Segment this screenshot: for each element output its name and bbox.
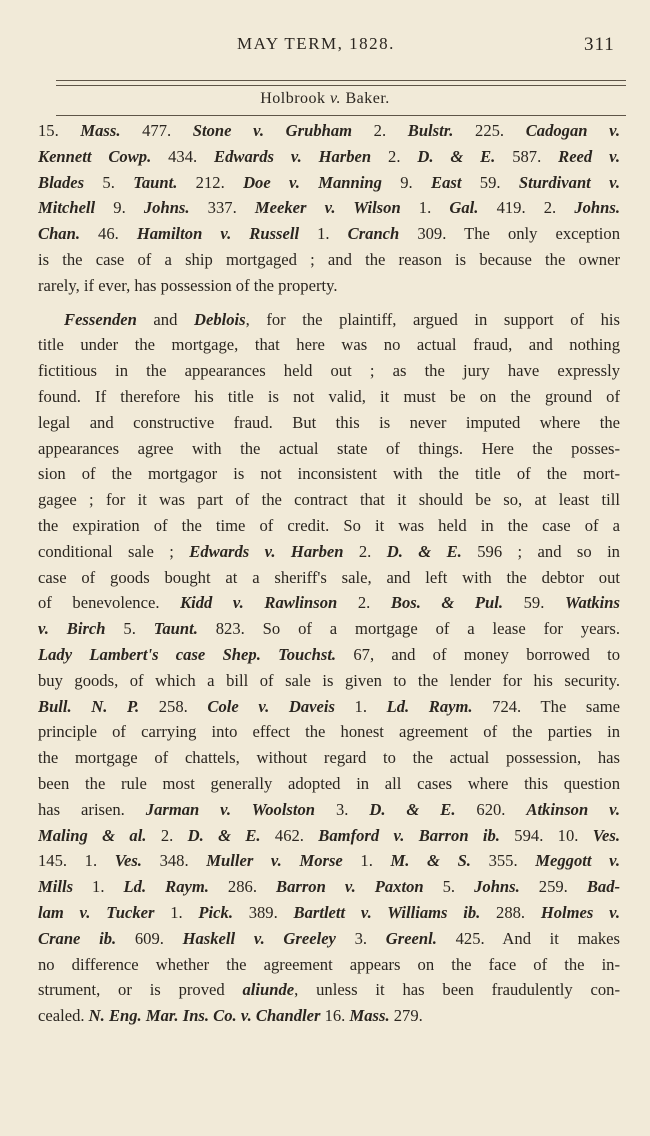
text-line bbox=[38, 745, 620, 771]
citation-text: Muller v. Morse bbox=[206, 851, 343, 871]
body-text-run: 596 ; and so in bbox=[461, 541, 620, 561]
body-text-run: of benevolence. bbox=[38, 593, 181, 613]
text-line bbox=[38, 977, 620, 1003]
body-text-run: 1. bbox=[73, 877, 124, 897]
citation-text: Fessenden bbox=[64, 309, 137, 329]
citation-text: Barron v. Paxton bbox=[276, 877, 424, 897]
citation-text: Cranch bbox=[347, 224, 400, 244]
body-text-run: , for the plaintiff, argued in support of his bbox=[245, 309, 620, 329]
citation-text: Gal. bbox=[449, 198, 479, 218]
body-text-run: 462. bbox=[260, 825, 319, 845]
body-text-run: 2. bbox=[337, 593, 391, 613]
body-text-run: 724. The same bbox=[472, 696, 620, 716]
running-head bbox=[0, 34, 650, 58]
body-text-run: rarely, if ever, has possession of the property. bbox=[38, 275, 338, 295]
body-text-run: legal and constructive fraud. But this is never imputed where the bbox=[38, 412, 620, 432]
body-text-run: 389. bbox=[232, 902, 294, 922]
body-text-run: title under the mortgage, that here was no actual fraud, and nothing bbox=[38, 335, 620, 355]
citation-text: Bartlett v. Williams ib. bbox=[293, 902, 481, 922]
citation-text: D. & E. bbox=[187, 825, 261, 845]
text-line bbox=[38, 195, 620, 221]
citation-text: Jarman v. Woolston bbox=[145, 799, 316, 819]
body-text-run: case of goods bought at a sheriff's sale, and left with the debtor out bbox=[38, 567, 620, 587]
text-line bbox=[38, 247, 620, 273]
body-text-run: 5. bbox=[105, 619, 154, 639]
citation-text: Mass. bbox=[349, 1006, 390, 1026]
text-line bbox=[38, 410, 620, 436]
citation-text: Mitchell bbox=[38, 198, 96, 218]
body-text-run: and bbox=[136, 309, 194, 329]
body-text-run: 15. bbox=[38, 121, 81, 140]
body-text-run: 3. bbox=[335, 928, 386, 948]
body-text-run: the expiration of the time of credit. So it was held in the case of a bbox=[38, 515, 620, 535]
body-text-run: 9. bbox=[381, 172, 432, 192]
citation-text: Ld. Raym. bbox=[386, 696, 473, 716]
citation-text: Johns. bbox=[474, 877, 520, 897]
body-text-run: , unless it has been fraudulently con- bbox=[294, 980, 620, 1000]
body-text-run: 348. bbox=[141, 851, 207, 871]
body-text-run: 2. bbox=[352, 121, 408, 140]
text-line bbox=[38, 952, 620, 978]
text-line bbox=[38, 221, 620, 247]
citation-text: aliunde bbox=[242, 980, 295, 1000]
citation-text: Bos. & Pul. bbox=[390, 593, 504, 613]
text-line bbox=[38, 848, 620, 874]
citation-text: Lady Lambert's case Shep. Touchst. bbox=[38, 644, 337, 664]
body-text-run: conditional sale ; bbox=[38, 541, 190, 561]
citation-text: Meeker v. Wilson bbox=[254, 198, 401, 218]
citation-text: Stone v. Grubham bbox=[192, 121, 353, 140]
citation-text: Doe v. Manning bbox=[243, 172, 382, 192]
case-versus: v. bbox=[330, 90, 341, 107]
body-text-run: 288. bbox=[480, 902, 541, 922]
text-line bbox=[38, 616, 620, 642]
body-text-run: 823. So of a mortgage of a lease for years. bbox=[197, 619, 620, 639]
body-text-run: 309. The only exception bbox=[399, 224, 620, 244]
page-number: 311 bbox=[584, 34, 615, 55]
citation-text: Taunt. bbox=[153, 619, 198, 639]
body-text-run: 225. bbox=[453, 121, 526, 140]
body-text-run: principle of carrying into effect the honest agreement of the parties in bbox=[38, 722, 620, 742]
paragraph bbox=[38, 118, 620, 299]
body-text-run: 594. 10. bbox=[499, 825, 593, 845]
citation-text: Kidd v. Rawlinson bbox=[180, 593, 338, 613]
citation-text: Mills bbox=[38, 877, 74, 897]
text-line bbox=[38, 384, 620, 410]
citation-text: East bbox=[431, 172, 462, 192]
body-text-run: no difference whether the agreement appears on the face of the in- bbox=[38, 954, 620, 974]
citation-text: Haskell v. Greeley bbox=[182, 928, 336, 948]
body-text-run: 2. bbox=[343, 541, 387, 561]
citation-text: Johns. bbox=[143, 198, 190, 218]
body-text-run: 59. bbox=[461, 172, 519, 192]
body-text-run: 477. bbox=[120, 121, 193, 140]
citation-text: Deblois bbox=[193, 309, 246, 329]
text-line bbox=[38, 144, 620, 170]
citation-text: Holmes v. bbox=[540, 902, 620, 922]
text-line bbox=[38, 926, 620, 952]
citation-text: D. & E. bbox=[369, 799, 456, 819]
body-text-run: 145. 1. bbox=[38, 851, 115, 871]
paragraph-gap bbox=[38, 299, 620, 307]
citation-text: N. Eng. Mar. Ins. Co. v. Chandler bbox=[88, 1006, 321, 1026]
text-line bbox=[38, 668, 620, 694]
citation-text: lam v. Tucker bbox=[38, 902, 155, 922]
citation-text: Bull. N. P. bbox=[38, 696, 140, 716]
citation-text: Hamilton v. Russell bbox=[136, 224, 300, 244]
case-defendant: Baker. bbox=[345, 90, 390, 107]
citation-text: Edwards v. Harben bbox=[189, 541, 344, 561]
text-line bbox=[38, 590, 620, 616]
citation-text: Crane ib. bbox=[38, 928, 117, 948]
running-title: MAY TERM, 1828. bbox=[237, 34, 395, 53]
body-text-run: has arisen. bbox=[38, 799, 146, 819]
text-line bbox=[38, 273, 620, 299]
citation-text: v. Birch bbox=[38, 619, 106, 639]
body-text-run: 212. bbox=[177, 172, 244, 192]
body-text-run: buy goods, of which a bill of sale is given to the lender for his security. bbox=[38, 670, 620, 690]
paragraph bbox=[38, 307, 620, 1029]
citation-text: Edwards v. Harben bbox=[214, 146, 372, 166]
citation-text: Pick. bbox=[198, 902, 233, 922]
body-text-run: 1. bbox=[299, 224, 348, 244]
body-text-run: 1. bbox=[334, 696, 387, 716]
citation-text: Reed v. bbox=[558, 146, 620, 166]
citation-text: Chan. bbox=[38, 224, 80, 244]
citation-text: Sturdivant v. bbox=[518, 172, 620, 192]
citation-text: Kennett Cowp. bbox=[38, 146, 152, 166]
body-text-run: gagee ; for it was part of the contract that it should be so, at least till bbox=[38, 490, 620, 510]
citation-text: Cole v. Daveis bbox=[207, 696, 335, 716]
body-text-run: found. If therefore his title is not valid, it must be on the ground of bbox=[38, 386, 620, 406]
body-text-run: 337. bbox=[189, 198, 255, 218]
text-line bbox=[38, 539, 620, 565]
body-text-run: 587. bbox=[495, 146, 559, 166]
text-line bbox=[38, 874, 620, 900]
text-line bbox=[38, 170, 620, 196]
text-line bbox=[38, 719, 620, 745]
text-line bbox=[38, 565, 620, 591]
body-text-run: been the rule most generally adopted in all cases where this question bbox=[38, 773, 620, 793]
body-text-run: 258. bbox=[139, 696, 208, 716]
citation-text: Blades bbox=[38, 172, 85, 192]
body-text-run: 46. bbox=[79, 224, 137, 244]
text-line bbox=[38, 118, 620, 144]
body-text-run: 259. bbox=[519, 877, 587, 897]
top-rule-second bbox=[56, 85, 626, 86]
body-text-run: 609. bbox=[116, 928, 183, 948]
citation-text: Bad- bbox=[586, 877, 620, 897]
body-text-run: 2. bbox=[146, 825, 188, 845]
body-text-run: appearances agree with the actual state of things. Here the posses- bbox=[38, 438, 620, 458]
body-text-run: 3. bbox=[315, 799, 370, 819]
body-text-run: 59. bbox=[503, 593, 565, 613]
body-text-run: sion of the mortgagor is not inconsistent with the title of the mort- bbox=[38, 464, 620, 484]
citation-text: D. & E. bbox=[417, 146, 496, 166]
citation-text: Ves. bbox=[114, 851, 142, 871]
text-line bbox=[38, 900, 620, 926]
top-rule bbox=[56, 80, 626, 81]
citation-text: D. & E. bbox=[386, 541, 462, 561]
body-text-run: 2. bbox=[371, 146, 418, 166]
citation-text: Ld. Raym. bbox=[123, 877, 209, 897]
citation-text: Johns. bbox=[574, 198, 620, 218]
citation-text: Meggott v. bbox=[535, 851, 620, 871]
text-line bbox=[38, 487, 620, 513]
body-text-run: 67, and of money borrowed to bbox=[336, 644, 620, 664]
body-text-run: 620. bbox=[455, 799, 527, 819]
body-text-run: is the case of a ship mortgaged ; and the reason is because the owner bbox=[38, 249, 620, 269]
text-line bbox=[38, 436, 620, 462]
body-text-run: 9. bbox=[95, 198, 144, 218]
citation-text: Watkins bbox=[564, 593, 620, 613]
citation-text: Atkinson v. bbox=[526, 799, 620, 819]
text-line bbox=[38, 771, 620, 797]
citation-text: Taunt. bbox=[133, 172, 178, 192]
text-line bbox=[38, 694, 620, 720]
body-text-run: 5. bbox=[423, 877, 475, 897]
body-text-run: 16. bbox=[320, 1006, 350, 1026]
citation-text: Mass. bbox=[80, 121, 121, 140]
body-text-run: 355. bbox=[470, 851, 536, 871]
citation-text: Cadogan v. bbox=[525, 121, 620, 140]
text-line bbox=[38, 513, 620, 539]
body-text-run: 419. 2. bbox=[478, 198, 575, 218]
citation-text: Maling & al. bbox=[38, 825, 147, 845]
body-text bbox=[38, 118, 620, 1029]
body-text-run: 5. bbox=[84, 172, 134, 192]
case-caption bbox=[0, 90, 650, 108]
citation-text: Bulstr. bbox=[407, 121, 454, 140]
body-text-run: 286. bbox=[208, 877, 276, 897]
text-line bbox=[38, 797, 620, 823]
text-line bbox=[38, 461, 620, 487]
text-line bbox=[38, 823, 620, 849]
text-line bbox=[38, 1003, 620, 1029]
text-line bbox=[38, 332, 620, 358]
body-text-run: 1. bbox=[400, 198, 450, 218]
citation-text: M. & S. bbox=[390, 851, 471, 871]
case-plaintiff: Holbrook bbox=[260, 90, 326, 107]
body-text-run: cealed. bbox=[38, 1006, 89, 1026]
body-text-run: 425. And it makes bbox=[436, 928, 620, 948]
citation-text: Bamford v. Barron ib. bbox=[318, 825, 500, 845]
body-text-run: the mortgage of chattels, without regard to the actual possession, has bbox=[38, 748, 620, 768]
citation-text: Ves. bbox=[592, 825, 620, 845]
body-text-run: 434. bbox=[151, 146, 215, 166]
citation-text: Greenl. bbox=[385, 928, 437, 948]
body-text-run: 279. bbox=[389, 1006, 423, 1026]
text-line bbox=[38, 307, 620, 333]
body-text-run: 1. bbox=[342, 851, 391, 871]
body-text-run: strument, or is proved bbox=[38, 980, 243, 1000]
body-text-run: 1. bbox=[154, 902, 199, 922]
caption-rule bbox=[56, 115, 626, 116]
text-line bbox=[38, 358, 620, 384]
text-line bbox=[38, 642, 620, 668]
body-text-run: fictitious in the appearances held out ; as the jury have expressly bbox=[38, 361, 620, 381]
